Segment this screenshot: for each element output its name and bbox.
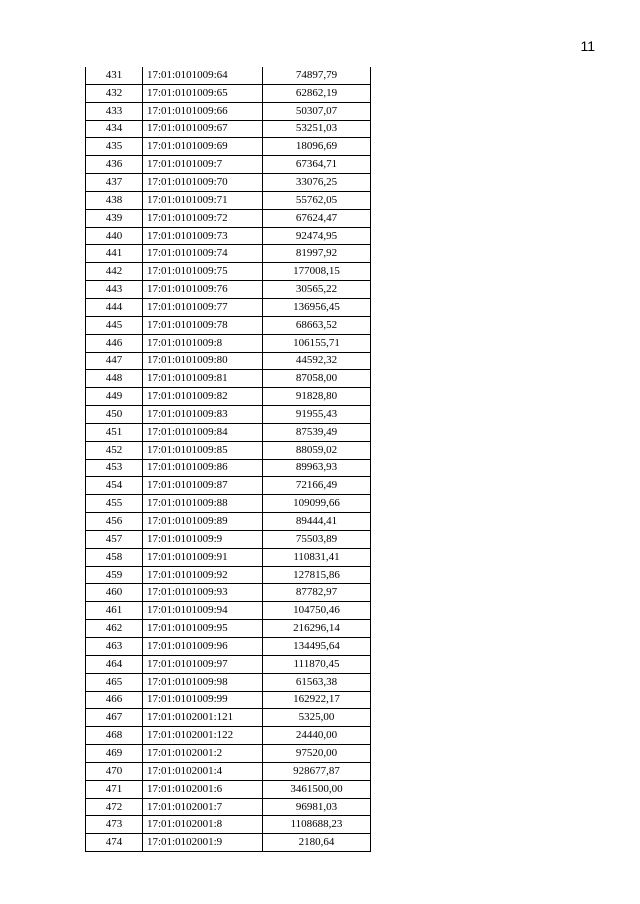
cadastral-value-cell: 2180,64: [263, 834, 371, 852]
cadastral-value-cell: 110831,41: [263, 548, 371, 566]
table-row: [86, 174, 371, 192]
cadastral-value-cell: 109099,66: [263, 495, 371, 513]
cadastral-number-cell: 17:01:0101009:8: [143, 334, 263, 352]
row-number-cell: 448: [86, 370, 143, 388]
table-row: [86, 548, 371, 566]
cadastral-number-cell: 17:01:0101009:97: [143, 655, 263, 673]
row-number-cell: 473: [86, 816, 143, 834]
table-row: [86, 370, 371, 388]
table-row: [86, 263, 371, 281]
cadastral-value-cell: 134495,64: [263, 638, 371, 656]
cadastral-number-cell: 17:01:0101009:83: [143, 406, 263, 424]
cadastral-value-cell: 88059,02: [263, 441, 371, 459]
cadastral-number-cell: 17:01:0101009:75: [143, 263, 263, 281]
cadastral-value-cell: 50307,07: [263, 102, 371, 120]
cadastral-number-cell: 17:01:0101009:94: [143, 602, 263, 620]
row-number-cell: 445: [86, 316, 143, 334]
cadastral-number-cell: 17:01:0101009:67: [143, 120, 263, 138]
row-number-cell: 458: [86, 548, 143, 566]
row-number-cell: 447: [86, 352, 143, 370]
cadastral-value-cell: 61563,38: [263, 673, 371, 691]
cadastral-value-cell: 1108688,23: [263, 816, 371, 834]
row-number-cell: 460: [86, 584, 143, 602]
cadastral-number-cell: 17:01:0101009:99: [143, 691, 263, 709]
table-row: [86, 798, 371, 816]
row-number-cell: 465: [86, 673, 143, 691]
table-row: [86, 441, 371, 459]
cadastral-value-cell: 75503,89: [263, 530, 371, 548]
row-number-cell: 451: [86, 423, 143, 441]
table-row: [86, 834, 371, 852]
table-row: [86, 673, 371, 691]
table-row: [86, 691, 371, 709]
table-row: [86, 352, 371, 370]
cadastral-value-cell: 177008,15: [263, 263, 371, 281]
cadastral-number-cell: 17:01:0102001:9: [143, 834, 263, 852]
row-number-cell: 455: [86, 495, 143, 513]
cadastral-value-cell: 92474,95: [263, 227, 371, 245]
table-row: [86, 316, 371, 334]
cadastral-value-table: [85, 67, 371, 852]
table-row: [86, 227, 371, 245]
cadastral-number-cell: 17:01:0101009:72: [143, 209, 263, 227]
cadastral-number-cell: 17:01:0101009:89: [143, 513, 263, 531]
table-row: [86, 138, 371, 156]
cadastral-value-cell: 74897,79: [263, 67, 371, 84]
cadastral-value-cell: 53251,03: [263, 120, 371, 138]
table-row: [86, 745, 371, 763]
cadastral-number-cell: 17:01:0101009:70: [143, 174, 263, 192]
cadastral-value-cell: 104750,46: [263, 602, 371, 620]
table-row: [86, 727, 371, 745]
table-row: [86, 638, 371, 656]
row-number-cell: 468: [86, 727, 143, 745]
cadastral-value-cell: 68663,52: [263, 316, 371, 334]
row-number-cell: 469: [86, 745, 143, 763]
table-row: [86, 423, 371, 441]
cadastral-number-cell: 17:01:0101009:80: [143, 352, 263, 370]
row-number-cell: 437: [86, 174, 143, 192]
cadastral-number-cell: 17:01:0102001:2: [143, 745, 263, 763]
table-row: [86, 388, 371, 406]
cadastral-value-cell: 30565,22: [263, 281, 371, 299]
cadastral-number-cell: 17:01:0101009:96: [143, 638, 263, 656]
cadastral-number-cell: 17:01:0102001:121: [143, 709, 263, 727]
cadastral-value-cell: 96981,03: [263, 798, 371, 816]
cadastral-value-cell: 111870,45: [263, 655, 371, 673]
cadastral-value-cell: 87539,49: [263, 423, 371, 441]
cadastral-number-cell: 17:01:0101009:7: [143, 156, 263, 174]
cadastral-number-cell: 17:01:0101009:77: [143, 298, 263, 316]
cadastral-number-cell: 17:01:0101009:9: [143, 530, 263, 548]
cadastral-number-cell: 17:01:0101009:69: [143, 138, 263, 156]
cadastral-value-cell: 91955,43: [263, 406, 371, 424]
row-number-cell: 471: [86, 780, 143, 798]
cadastral-number-cell: 17:01:0101009:78: [143, 316, 263, 334]
table-row: [86, 245, 371, 263]
cadastral-number-cell: 17:01:0101009:93: [143, 584, 263, 602]
cadastral-number-cell: 17:01:0101009:71: [143, 191, 263, 209]
row-number-cell: 472: [86, 798, 143, 816]
cadastral-number-cell: 17:01:0101009:65: [143, 84, 263, 102]
table-row: [86, 762, 371, 780]
row-number-cell: 470: [86, 762, 143, 780]
cadastral-number-cell: 17:01:0101009:81: [143, 370, 263, 388]
cadastral-value-cell: 928677,87: [263, 762, 371, 780]
cadastral-number-cell: 17:01:0101009:98: [143, 673, 263, 691]
table-row: [86, 406, 371, 424]
cadastral-value-cell: 81997,92: [263, 245, 371, 263]
cadastral-value-cell: 87058,00: [263, 370, 371, 388]
cadastral-number-cell: 17:01:0101009:95: [143, 620, 263, 638]
cadastral-value-cell: 18096,69: [263, 138, 371, 156]
table-row: [86, 709, 371, 727]
row-number-cell: 438: [86, 191, 143, 209]
table-row: [86, 102, 371, 120]
row-number-cell: 436: [86, 156, 143, 174]
row-number-cell: 462: [86, 620, 143, 638]
cadastral-value-cell: 44592,32: [263, 352, 371, 370]
table-row: [86, 191, 371, 209]
cadastral-value-cell: 87782,97: [263, 584, 371, 602]
cadastral-number-cell: 17:01:0101009:87: [143, 477, 263, 495]
table-row: [86, 209, 371, 227]
cadastral-number-cell: 17:01:0101009:76: [143, 281, 263, 299]
row-number-cell: 442: [86, 263, 143, 281]
row-number-cell: 446: [86, 334, 143, 352]
table-row: [86, 513, 371, 531]
cadastral-number-cell: 17:01:0102001:4: [143, 762, 263, 780]
cadastral-value-cell: 97520,00: [263, 745, 371, 763]
cadastral-value-cell: 67364,71: [263, 156, 371, 174]
table-row: [86, 281, 371, 299]
row-number-cell: 467: [86, 709, 143, 727]
cadastral-value-cell: 127815,86: [263, 566, 371, 584]
cadastral-number-cell: 17:01:0102001:122: [143, 727, 263, 745]
cadastral-table-wrapper: [85, 67, 371, 852]
cadastral-value-cell: 5325,00: [263, 709, 371, 727]
cadastral-number-cell: 17:01:0101009:66: [143, 102, 263, 120]
table-row: [86, 495, 371, 513]
row-number-cell: 453: [86, 459, 143, 477]
table-row: [86, 459, 371, 477]
cadastral-number-cell: 17:01:0101009:92: [143, 566, 263, 584]
cadastral-value-cell: 55762,05: [263, 191, 371, 209]
table-row: [86, 620, 371, 638]
row-number-cell: 463: [86, 638, 143, 656]
cadastral-number-cell: 17:01:0101009:73: [143, 227, 263, 245]
cadastral-number-cell: 17:01:0101009:64: [143, 67, 263, 84]
cadastral-value-cell: 24440,00: [263, 727, 371, 745]
cadastral-value-cell: 3461500,00: [263, 780, 371, 798]
cadastral-value-cell: 91828,80: [263, 388, 371, 406]
table-row: [86, 67, 371, 84]
row-number-cell: 444: [86, 298, 143, 316]
cadastral-value-cell: 67624,47: [263, 209, 371, 227]
row-number-cell: 456: [86, 513, 143, 531]
table-row: [86, 566, 371, 584]
row-number-cell: 474: [86, 834, 143, 852]
cadastral-value-cell: 62862,19: [263, 84, 371, 102]
table-row: [86, 156, 371, 174]
cadastral-number-cell: 17:01:0101009:82: [143, 388, 263, 406]
cadastral-number-cell: 17:01:0101009:86: [143, 459, 263, 477]
row-number-cell: 461: [86, 602, 143, 620]
cadastral-number-cell: 17:01:0102001:8: [143, 816, 263, 834]
cadastral-number-cell: 17:01:0101009:85: [143, 441, 263, 459]
cadastral-number-cell: 17:01:0102001:7: [143, 798, 263, 816]
cadastral-number-cell: 17:01:0101009:84: [143, 423, 263, 441]
row-number-cell: 439: [86, 209, 143, 227]
table-body: [86, 67, 371, 852]
table-row: [86, 602, 371, 620]
row-number-cell: 435: [86, 138, 143, 156]
row-number-cell: 441: [86, 245, 143, 263]
table-row: [86, 655, 371, 673]
row-number-cell: 431: [86, 67, 143, 84]
cadastral-number-cell: 17:01:0101009:74: [143, 245, 263, 263]
cadastral-value-cell: 89963,93: [263, 459, 371, 477]
table-row: [86, 298, 371, 316]
row-number-cell: 450: [86, 406, 143, 424]
row-number-cell: 459: [86, 566, 143, 584]
cadastral-number-cell: 17:01:0102001:6: [143, 780, 263, 798]
cadastral-number-cell: 17:01:0101009:88: [143, 495, 263, 513]
page-number: 11: [580, 38, 595, 54]
cadastral-value-cell: 33076,25: [263, 174, 371, 192]
table-row: [86, 816, 371, 834]
cadastral-value-cell: 89444,41: [263, 513, 371, 531]
cadastral-value-cell: 136956,45: [263, 298, 371, 316]
row-number-cell: 464: [86, 655, 143, 673]
row-number-cell: 440: [86, 227, 143, 245]
row-number-cell: 454: [86, 477, 143, 495]
table-row: [86, 780, 371, 798]
table-row: [86, 584, 371, 602]
table-row: [86, 477, 371, 495]
row-number-cell: 452: [86, 441, 143, 459]
table-row: [86, 84, 371, 102]
table-row: [86, 120, 371, 138]
table-row: [86, 334, 371, 352]
row-number-cell: 432: [86, 84, 143, 102]
row-number-cell: 433: [86, 102, 143, 120]
cadastral-value-cell: 216296,14: [263, 620, 371, 638]
row-number-cell: 466: [86, 691, 143, 709]
cadastral-value-cell: 106155,71: [263, 334, 371, 352]
row-number-cell: 449: [86, 388, 143, 406]
row-number-cell: 457: [86, 530, 143, 548]
cadastral-value-cell: 72166,49: [263, 477, 371, 495]
table-row: [86, 530, 371, 548]
cadastral-number-cell: 17:01:0101009:91: [143, 548, 263, 566]
row-number-cell: 434: [86, 120, 143, 138]
row-number-cell: 443: [86, 281, 143, 299]
cadastral-value-cell: 162922,17: [263, 691, 371, 709]
